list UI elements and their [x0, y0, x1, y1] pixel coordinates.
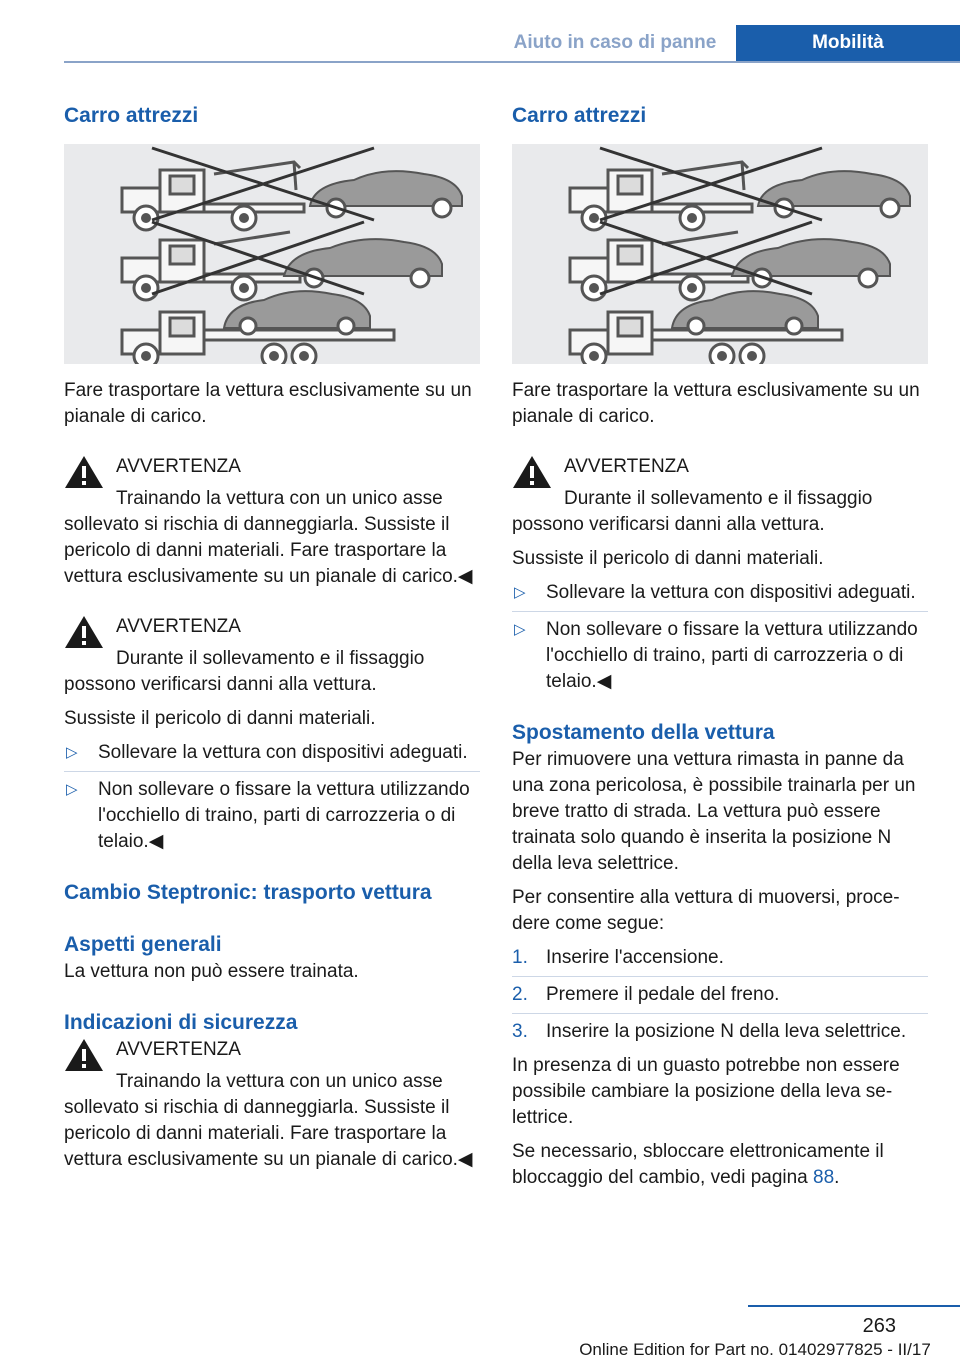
- bullet-triangle-icon: ▷: [514, 621, 526, 638]
- warning-block: [64, 454, 480, 590]
- warning-icon: [64, 1037, 104, 1073]
- warning-icon: [512, 454, 552, 490]
- left-column: [64, 102, 480, 1173]
- carro-text: Fare trasportare la vettura esclusivamente su un pianale di carico.: [64, 380, 472, 427]
- warning-text-first: Trainando la vettura con un unico asse: [116, 1071, 443, 1092]
- footer-rule: [748, 1305, 960, 1307]
- list-item: 3. Inserire la posizione N della leva selettrice.: [512, 1019, 928, 1045]
- list-item: ▷ Sollevare la vettura con dispositivi adeguati.: [64, 740, 480, 766]
- page-number: 263: [862, 1315, 896, 1337]
- warning-after-text: Sussiste il pericolo di danni materiali.: [512, 548, 824, 569]
- procedure-intro: Per consentire alla vettura di muoversi, procedere come segue:: [512, 887, 900, 934]
- warning-label: AVVERTENZA: [116, 456, 241, 477]
- list-item: ▷ Sollevare la vettura con dispositivi adeguati.: [512, 580, 928, 606]
- warning-icon: [64, 454, 104, 490]
- tow-truck-illustration: [64, 144, 480, 364]
- list-item: ▷ Non sollevare o fissare la vettura utilizzando l'occhiello di traino, parti di carrozzeria o di telaio.◀: [514, 619, 918, 692]
- bullet-list: [64, 740, 480, 855]
- sblocco-text: Se necessario, sbloccare elettronicamente il bloccaggio del cambio, vedi pagina 88.: [512, 1141, 884, 1188]
- step-number: 1.: [512, 947, 528, 968]
- carro-text: Fare trasportare la vettura esclusivamente su un pianale di carico.: [512, 380, 920, 427]
- warning-text: sollevato si rischia di danneggiarla. Sussiste il pericolo di danni materiali. Fare trasportare la vettura esclusivamente su un pianale di carico.◀: [64, 514, 473, 587]
- list-item: ▷ Non sollevare o fissare la vettura utilizzando l'occhiello di traino, parti di carrozzeria o di telaio.◀: [66, 779, 470, 852]
- warning-label: AVVERTENZA: [116, 616, 241, 637]
- bullet-triangle-icon: ▷: [514, 584, 526, 601]
- warning-text-first: Durante il sollevamento e il fissaggio: [564, 488, 873, 509]
- right-column: [512, 102, 928, 1191]
- carro-attrezzi-heading: Carro attrezzi: [64, 104, 199, 127]
- edition-footer: Online Edition for Part no. 01402977825 - II/17: [579, 1340, 931, 1359]
- warning-block: [64, 1037, 480, 1173]
- warning-label: AVVERTENZA: [564, 456, 689, 477]
- warning-after-text: Sussiste il pericolo di danni materiali.: [64, 708, 376, 729]
- list-item: 1. Inserire l'accensione.: [512, 945, 928, 971]
- warning-text-first: Trainando la vettura con un unico asse: [116, 488, 443, 509]
- warning-block: [64, 614, 480, 698]
- warning-label: AVVERTENZA: [116, 1039, 241, 1060]
- steptronic-heading: Cambio Steptronic: trasporto vettura: [64, 881, 432, 904]
- indicazioni-sicurezza-heading: Indicazioni di sicurezza: [64, 1011, 298, 1034]
- warning-text-first: Durante il sollevamento e il fissaggio: [116, 648, 425, 669]
- tow-truck-illustration: [512, 144, 928, 364]
- bullet-triangle-icon: ▷: [66, 744, 78, 761]
- warning-text: sollevato si rischia di danneggiarla. Sussiste il pericolo di danni materiali. Fare trasportare la vettura esclusivamente su un pianale di carico.◀: [64, 1097, 473, 1170]
- bullet-list: [512, 580, 928, 695]
- warning-text: possono verificarsi danni alla vettura.: [64, 674, 377, 695]
- page-link[interactable]: 88: [813, 1167, 835, 1188]
- header-chapter-tab: Mobilità: [736, 25, 960, 61]
- warning-text: possono verificarsi danni alla vettura.: [512, 514, 825, 535]
- warning-icon: [64, 614, 104, 650]
- step-number: 3.: [512, 1021, 528, 1042]
- header-section-tab: Aiuto in caso di panne: [513, 32, 717, 53]
- spostamento-heading: Spostamento della vettura: [512, 721, 775, 744]
- steps-list: [512, 945, 928, 1045]
- spostamento-text: Per rimuovere una vettura rimasta in panne da una zona pericolosa, è possibile trainarla per un breve tratto di strada. La vettura può essere trainata solo quando è inserita la posizione N della leva selettrice.: [512, 749, 916, 874]
- list-item: 2. Premere il pedale del freno.: [512, 982, 928, 1008]
- header-rule: [64, 61, 960, 63]
- carro-attrezzi-heading: Carro attrezzi: [512, 104, 647, 127]
- warning-block: [512, 454, 928, 538]
- bullet-triangle-icon: ▷: [66, 781, 78, 798]
- aspetti-text: La vettura non può essere trainata.: [64, 961, 359, 982]
- guasto-text: In presenza di un guasto potrebbe non essere possibile cambiare la posizione della leva selettrice.: [512, 1055, 900, 1128]
- step-number: 2.: [512, 984, 528, 1005]
- aspetti-generali-heading: Aspetti generali: [64, 933, 222, 956]
